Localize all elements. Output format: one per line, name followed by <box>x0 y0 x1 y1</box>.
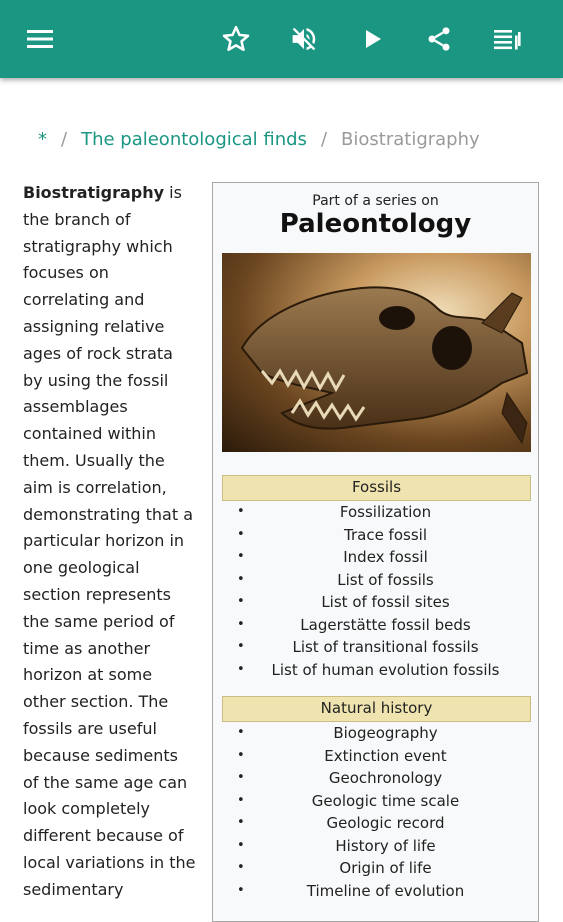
list-item[interactable] <box>213 812 538 835</box>
breadcrumb-home[interactable]: * <box>38 129 47 150</box>
article-line: other section. The <box>23 692 169 712</box>
bullet: • <box>237 504 245 519</box>
article-line: focuses on <box>23 263 109 283</box>
article-line: the same period of <box>23 611 175 631</box>
menu-icon <box>26 28 54 50</box>
article-line: horizon at some <box>23 665 153 685</box>
list-item-label: Origin of life <box>339 859 432 877</box>
article-line: assigning relative <box>23 316 165 336</box>
section-heading-fossils: Fossils <box>222 475 531 501</box>
bullet: • <box>237 661 245 677</box>
breadcrumb-separator: / <box>320 129 328 150</box>
app-toolbar <box>0 0 563 78</box>
article-line-text: is <box>164 183 182 202</box>
bullet: • <box>237 882 245 898</box>
bullet: • <box>237 747 245 763</box>
list-item-label: Geochronology <box>328 769 443 787</box>
list-item[interactable] <box>213 767 538 790</box>
article-line <box>23 180 203 207</box>
bullet: • <box>237 571 245 587</box>
share-icon <box>425 25 453 53</box>
article-line: demonstrating that a <box>23 504 193 524</box>
breadcrumb <box>38 129 480 150</box>
article-line: section represents <box>23 584 171 604</box>
bullet: • <box>237 815 245 830</box>
playlist-icon <box>493 28 521 50</box>
favorite-button[interactable] <box>216 19 256 59</box>
article-line: one geological <box>23 558 140 578</box>
list-item[interactable] <box>213 636 538 659</box>
mute-button[interactable] <box>284 19 324 59</box>
list-item-label: History of life <box>335 836 436 855</box>
list-item-label: Fossilization <box>339 503 432 521</box>
bullet: • <box>237 860 245 875</box>
list-item[interactable] <box>213 745 538 768</box>
list-item-label: Index fossil <box>343 548 428 566</box>
list-item-label: Extinction event <box>324 746 447 765</box>
list-item[interactable] <box>213 614 538 637</box>
bullet: • <box>237 594 245 609</box>
playlist-button[interactable] <box>487 19 527 59</box>
article-line: sedimentary <box>23 879 124 899</box>
natural-history-list <box>213 722 538 902</box>
paleontology-infobox <box>212 182 539 922</box>
bullet: • <box>237 837 245 853</box>
list-item[interactable] <box>213 569 538 592</box>
list-item[interactable] <box>213 835 538 858</box>
breadcrumb-parent[interactable]: The paleontological finds <box>81 129 307 150</box>
breadcrumb-separator: / <box>61 129 68 150</box>
list-item-label: Trace fossil <box>344 525 427 544</box>
play-icon <box>360 27 384 51</box>
list-item-label: Timeline of evolution <box>306 881 465 900</box>
article-line: by using the fossil <box>23 370 169 390</box>
list-item[interactable] <box>213 790 538 813</box>
list-item-label: Geologic time scale <box>311 791 460 810</box>
infobox-supertitle: Part of a series on <box>312 193 439 209</box>
article-line: particular horizon in <box>23 531 185 551</box>
section-heading-natural-history: Natural history <box>222 696 531 722</box>
article-line: them. Usually the <box>23 450 165 470</box>
list-item-label: List of fossil sites <box>321 593 450 611</box>
article-line: fossils are useful <box>23 718 157 738</box>
list-item[interactable] <box>213 501 538 524</box>
article-line: correlating and <box>23 290 145 310</box>
list-item-label: Lagerstätte fossil beds <box>300 615 471 634</box>
list-item-label: Biogeography <box>333 724 438 742</box>
star-icon <box>221 24 251 54</box>
bullet: • <box>237 549 245 564</box>
list-item-label: Geologic record <box>326 814 445 832</box>
list-item[interactable] <box>213 722 538 745</box>
article-term: Biostratigraphy <box>23 183 165 202</box>
article-line: because sediments <box>23 745 178 765</box>
article-line: aim is correlation, <box>23 477 167 497</box>
bullet: • <box>237 616 245 632</box>
article-line: time as another <box>23 638 151 658</box>
bullet: • <box>237 526 245 542</box>
article-line: of the same age can <box>23 772 188 792</box>
article-body <box>23 180 203 904</box>
bullet: • <box>237 770 245 785</box>
t-rex-skull-image <box>222 253 531 452</box>
article-line: ages of rock strata <box>23 343 173 363</box>
infobox-title: Paleontology <box>279 209 472 239</box>
article-line: different because of <box>23 826 184 846</box>
list-item-label: List of human evolution fossils <box>271 660 500 679</box>
list-item[interactable] <box>213 524 538 547</box>
article-line: local variations in the <box>23 852 196 872</box>
list-item-label: List of transitional fossils <box>292 638 479 656</box>
list-item-label: List of fossils <box>337 570 434 589</box>
fossils-list <box>213 501 538 681</box>
volume-off-icon <box>289 24 319 54</box>
bullet: • <box>237 792 245 808</box>
share-button[interactable] <box>419 19 459 59</box>
list-item[interactable] <box>213 880 538 903</box>
article-line: look completely <box>23 799 151 819</box>
list-item[interactable] <box>213 546 538 569</box>
dinosaur-skull-illustration <box>222 253 531 452</box>
bullet: • <box>237 725 245 740</box>
bullet: • <box>237 639 245 654</box>
breadcrumb-current: Biostratigraphy <box>341 129 480 150</box>
article-line: assemblages <box>23 397 128 417</box>
list-item[interactable] <box>213 857 538 880</box>
menu-button[interactable] <box>20 19 60 59</box>
list-item[interactable] <box>213 659 538 682</box>
article-line: contained within <box>23 424 157 444</box>
play-button[interactable] <box>352 19 392 59</box>
list-item[interactable] <box>213 591 538 614</box>
article-line: stratigraphy which <box>23 236 173 256</box>
article-line: the branch of <box>23 209 131 229</box>
